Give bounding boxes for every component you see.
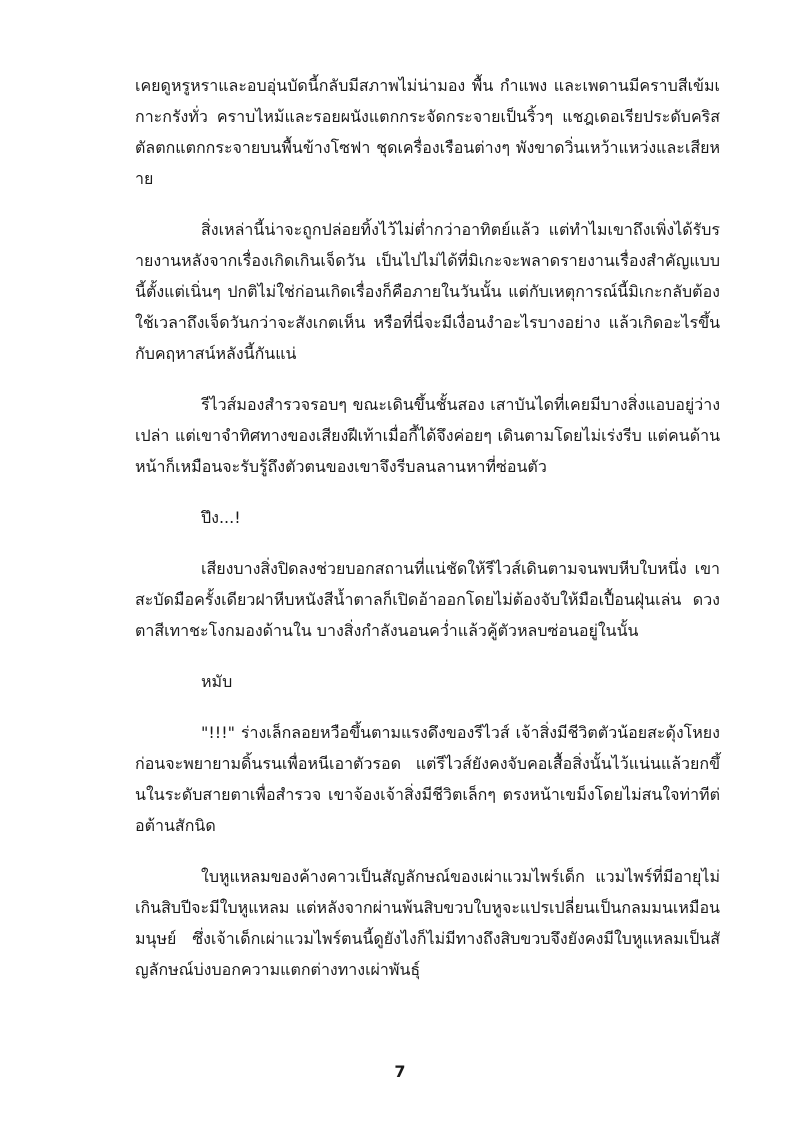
- page-number: 7: [394, 1062, 406, 1081]
- paragraph-8: ใบหูแหลมของค้างคาวเป็นสัญลักษณ์ของเผ่าแวมไพร์เด็ก แวมไพร์ที่มีอายุไม่เกินสิบปีจะมีใบหูแหลม แต่หลังจากผ่านพ้นสิบขวบใบหูจะแปรเปลี่ยนเป็นกลมมนเหมือนมนุษย์ ซึ่งเจ้าเด็กเผ่าแวมไพร์ตนนี้ดูยังไงก็ไม่มีทางถึงสิบขวบจึงยังคงมีใบหูแหลมเป็นสัญลักษณ์บ่งบอกความแตกต่างทางเผ่าพันธุ์: [135, 867, 720, 979]
- body-text: [135, 70, 720, 1005]
- paragraph-2: สิ่งเหล่านี้น่าจะถูกปล่อยทิ้งไว้ไม่ต่ำกว่าอาทิตย์แล้ว แต่ทำไมเขาถึงเพิ่งได้รับรายงานหลังจากเรื่องเกิดเกินเจ็ดวัน เป็นไปไม่ได้ที่มิเกะจะพลาดรายงานเรื่องสำคัญแบบนี้ตั้งแต่เนิ่นๆ ปกติไม่ใช่ก่อนเกิดเรื่องก็คือภายในวันนั้น แต่กับเหตุการณ์นี้มิเกะกลับต้องใช้เวลาถึงเจ็ดวันกว่าจะสังเกตเห็น หรือที่นี่จะมีเงื่อนงำอะไรบางอย่าง แล้วเกิดอะไรขึ้นกับคฤหาสน์หลังนี้กันแน่: [135, 220, 720, 363]
- paragraph-1: เคยดูหรูหราและอบอุ่นบัดนี้กลับมีสภาพไม่น่ามอง พื้น กำแพง และเพดานมีคราบสีเข้มเกาะกรังทั่ว คราบไหม้และรอยผนังแตกกระจัดกระจายเป็นริ้วๆ แชฎเดอเรียประดับคริสตัลตกแตกกระจายบนพื้นข้างโซฟา ชุดเครื่องเรือนต่างๆ พังขาดวิ่นเหว้าแหว่งและเสียหาย: [135, 76, 720, 188]
- paragraph-3: รีไวส์มองสำรวจรอบๆ ขณะเดินขึ้นชั้นสอง เสาบันไดที่เคยมีบางสิ่งแอบอยู่ว่างเปล่า แต่เขาจำทิศทางของเสียงฝีเท้าเมื่อกี้ได้จึงค่อยๆ เดินตามโดยไม่เร่งรีบ แต่คนด้านหน้าก็เหมือนจะรับรู้ถึงตัวตนของเขาจึงรีบลนลานหาที่ซ่อนตัว: [135, 395, 720, 476]
- paragraph-5: เสียงบางสิ่งปิดลงช่วยบอกสถานที่แน่ชัดให้รีไวส์เดินตามจนพบหีบใบหนึ่ง เขาสะบัดมือครั้งเดียวฝาหีบหนังสีน้ำตาลก็เปิดอ้าออกโดยไม่ต้องจับให้มือเปื้อนฝุ่นเล่น ดวงตาสีเทาชะโงกมองด้านใน บางสิ่งกำลังนอนคว่ำแล้วคู้ตัวหลบซ่อนอยู่ในนั้น: [135, 559, 720, 640]
- paragraph-6: หมับ: [201, 672, 233, 691]
- paragraph-4: ปึง...!: [201, 508, 241, 527]
- paragraph-7: "!!!" ร่างเล็กลอยหวือขึ้นตามแรงดึงของรีไวส์ เจ้าสิ่งมีชีวิตตัวน้อยสะดุ้งโหยง ก่อนจะพยายามดิ้นรนเพื่อหนีเอาตัวรอด แต่รีไวส์ยังคงจับคอเสื้อสิ่งนั้นไว้แน่นแล้วยกขึ้นในระดับสายตาเพื่อสำรวจ เขาจ้องเจ้าสิ่งมีชีวิตเล็กๆ ตรงหน้าเขม็งโดยไม่สนใจท่าทีต่อต้านสักนิด: [135, 723, 720, 835]
